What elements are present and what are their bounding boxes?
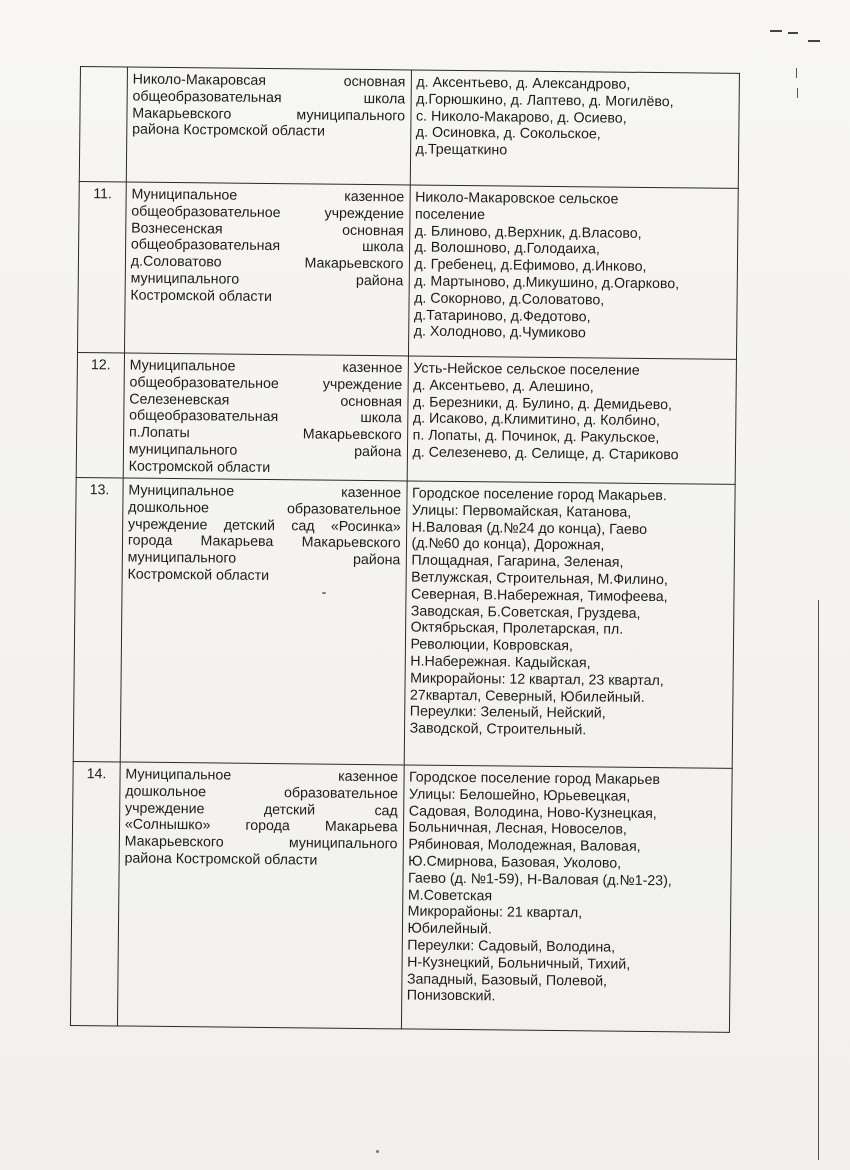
- territory-line: Николо-Макаровское сельское: [415, 189, 619, 208]
- territory-line: д. Блиново, д.Верхник, д.Власово,: [414, 223, 642, 242]
- territory-line: д. Сокорново, д.Соловатово,: [414, 290, 605, 309]
- territory-line: Усть-Нейское сельское поселение: [413, 360, 640, 379]
- territory-line: д.Горюшкино, д. Лаптево, д. Могилёво,: [416, 91, 674, 111]
- organization-line: Муниципальное казенное: [125, 766, 399, 786]
- scan-speck: [376, 1150, 379, 1153]
- table-row: [77, 181, 738, 359]
- territory-line: Микрорайоны: 21 квартал,: [407, 903, 583, 922]
- row-number: 14.: [70, 761, 120, 1025]
- right-scan-edge-line: [818, 600, 819, 1160]
- territory-line: Микрорайоны: 12 квартал, 23 квартал,: [410, 670, 664, 689]
- organization-line: Костромской области: [130, 287, 273, 305]
- organization-line: Николо-Макаровсая основная: [132, 71, 406, 91]
- territory-line: Революции, Ковровская,: [410, 636, 574, 655]
- organization-line: Макарьевского муниципального: [124, 833, 398, 853]
- top-right-scan-mark: [808, 40, 820, 42]
- row-number: 11.: [77, 181, 126, 352]
- territory-line: Переулки: Зеленый, Нейский,: [409, 703, 606, 722]
- organization-cell: [117, 762, 403, 1029]
- territory-line: д. Гребенец, д.Ефимово, д.Инково,: [414, 256, 647, 276]
- territory-line: д. Мартыново, д.Микушино, д.Огарково,: [414, 273, 680, 293]
- organization-line: района Костромской области: [124, 850, 318, 869]
- territory-cell: [410, 70, 740, 188]
- top-right-scan-mark: [770, 30, 782, 32]
- organization-line: Костромской области: [127, 566, 270, 584]
- territory-line: Понизовский.: [406, 987, 496, 1005]
- organization-line: д.Соловатово Макарьевского: [130, 253, 404, 273]
- row-number: [79, 67, 127, 182]
- organization-line: дошкольное образовательное: [125, 783, 399, 803]
- territory-line: Улицы: Первомайская, Катанова,: [411, 502, 632, 521]
- territory-cell: [408, 185, 738, 359]
- territory-line: Северная, В.Набережная, Тимофеева,: [410, 586, 668, 605]
- territory-line: д. Осиновка, д. Сокольское,: [415, 124, 601, 143]
- organization-line: общеобразовательная школа: [130, 236, 404, 256]
- organization-line: Муниципальное казенное: [128, 482, 402, 502]
- territory-line: Н-Кузнецкий, Больничный, Тихий,: [407, 954, 631, 973]
- organization-line: п.Лопаты Макарьевского: [128, 424, 402, 444]
- organization-line: «Солнышко» города Макарьева: [124, 816, 398, 836]
- organization-line: общеобразовательное учреждение: [131, 203, 405, 223]
- table-row: [76, 352, 736, 484]
- row-number: 12.: [76, 352, 124, 477]
- organization-line: Селезеневская основная: [129, 391, 403, 410]
- organization-line: Муниципальное казенное: [131, 186, 405, 206]
- organization-line: Вознесенская основная: [131, 220, 404, 239]
- territory-cell: [404, 481, 735, 768]
- territory-line: Ю.Смирнова, Базовая, Уколово,: [408, 853, 622, 872]
- organization-line: общеобразовательная школа: [129, 407, 402, 427]
- territory-line: п. Лопаты, д. Починок, д. Ракульское,: [412, 427, 660, 447]
- table-row: [79, 67, 739, 189]
- territory-line: Западный, Базовый, Полевой,: [406, 971, 608, 990]
- organization-line: учреждение детский сад «Росинка»: [127, 516, 401, 535]
- territory-line: д. Холодново, д.Чумиково: [413, 323, 586, 342]
- territory-line: Городское поселение город Макарьев: [409, 769, 661, 789]
- territory-line: Заводской, Строительный.: [409, 720, 587, 739]
- school-districts-table: [70, 66, 740, 1033]
- row-number: 13.: [73, 477, 123, 761]
- territory-line: поселение: [414, 206, 485, 224]
- territory-line: д.Татариново, д.Федотово,: [413, 307, 591, 325]
- territory-line: д. Аксентьево, д. Александрово,: [416, 74, 631, 93]
- right-margin-tick: [797, 88, 798, 98]
- organization-line: общеобразовательная школа: [132, 88, 406, 108]
- organization-line: муниципального района: [130, 270, 404, 290]
- territory-line: Заводская, Б.Советская, Груздева,: [410, 603, 641, 622]
- territory-line: Городское поселение город Макарьев.: [411, 485, 667, 505]
- territory-line: д.Трещаткино: [415, 141, 508, 159]
- organization-line: Костромской области: [128, 458, 271, 476]
- territory-line: Улицы: Белошейно, Юрьевецкая,: [408, 786, 631, 805]
- territory-line: Ветлужская, Строительная, М.Филино,: [411, 569, 668, 589]
- top-right-scan-mark: [788, 32, 798, 34]
- organization-line: учреждение детский сад: [124, 800, 398, 819]
- organization-line: муниципального района: [128, 441, 402, 461]
- organization-line: дошкольное образовательное: [128, 499, 401, 519]
- territory-line: Переулки: Садовый, Володина,: [407, 937, 616, 956]
- territory-line: Садовая, Володина, Ново-Кузнецкая,: [408, 803, 657, 822]
- organization-line: муниципального района: [127, 549, 401, 569]
- organization-line: Макарьевского муниципального: [132, 105, 406, 124]
- table-row: [70, 761, 732, 1032]
- territory-cell: [401, 765, 732, 1032]
- territory-line: д. Исаково, д.Климитино, д. Колбино,: [412, 410, 661, 430]
- territory-line: с. Николо-Макарово, д. Осиево,: [415, 108, 627, 127]
- organization-cell: [126, 67, 411, 185]
- territory-line: 27квартал, Северный, Юбилейный.: [409, 687, 645, 706]
- territory-line: Больничная, Лесная, Новоселов,: [408, 819, 627, 839]
- territory-line: д. Селезенево, д. Селище, д. Стариково: [412, 444, 679, 464]
- territory-line: (д.№60 до конца), Дорожная,: [411, 535, 605, 554]
- territory-line: д. Волошново, д.Голодаиха,: [414, 239, 600, 258]
- table-row: [73, 477, 735, 768]
- territory-cell: [407, 356, 737, 484]
- territory-line: д. Березники, д. Булино, д. Демидьево,: [412, 394, 673, 413]
- territory-line: Площадная, Гагарина, Зеленая,: [411, 552, 624, 571]
- organization-line: города Макарьева Макарьевского: [127, 532, 401, 552]
- territory-line: д. Аксентьево, д. Алешино,: [413, 377, 594, 396]
- territory-line: Н.Набережная. Кадыйская,: [410, 653, 591, 672]
- organization-line: Муниципальное казенное: [129, 357, 403, 377]
- territory-line: Гаево (д. №1-59), Н-Валовая (д.№1-23),: [407, 870, 672, 890]
- territory-line: Октябрьская, Пролетарская, пл.: [410, 619, 624, 639]
- territory-line: М.Советская: [407, 887, 493, 904]
- territory-line: Н.Валовая (д.№24 до конца), Гаево: [411, 519, 648, 538]
- organization-cell: [120, 478, 407, 765]
- territory-line: Рябиновая, Молодежная, Валовая,: [408, 836, 641, 856]
- right-margin-tick: [796, 68, 797, 78]
- territory-line: Юбилейный.: [407, 920, 492, 938]
- organization-line: общеобразовательное учреждение: [129, 374, 403, 394]
- organization-line: района Костромской области: [132, 121, 326, 140]
- organization-cell: [123, 353, 408, 481]
- organization-cell: [124, 182, 409, 356]
